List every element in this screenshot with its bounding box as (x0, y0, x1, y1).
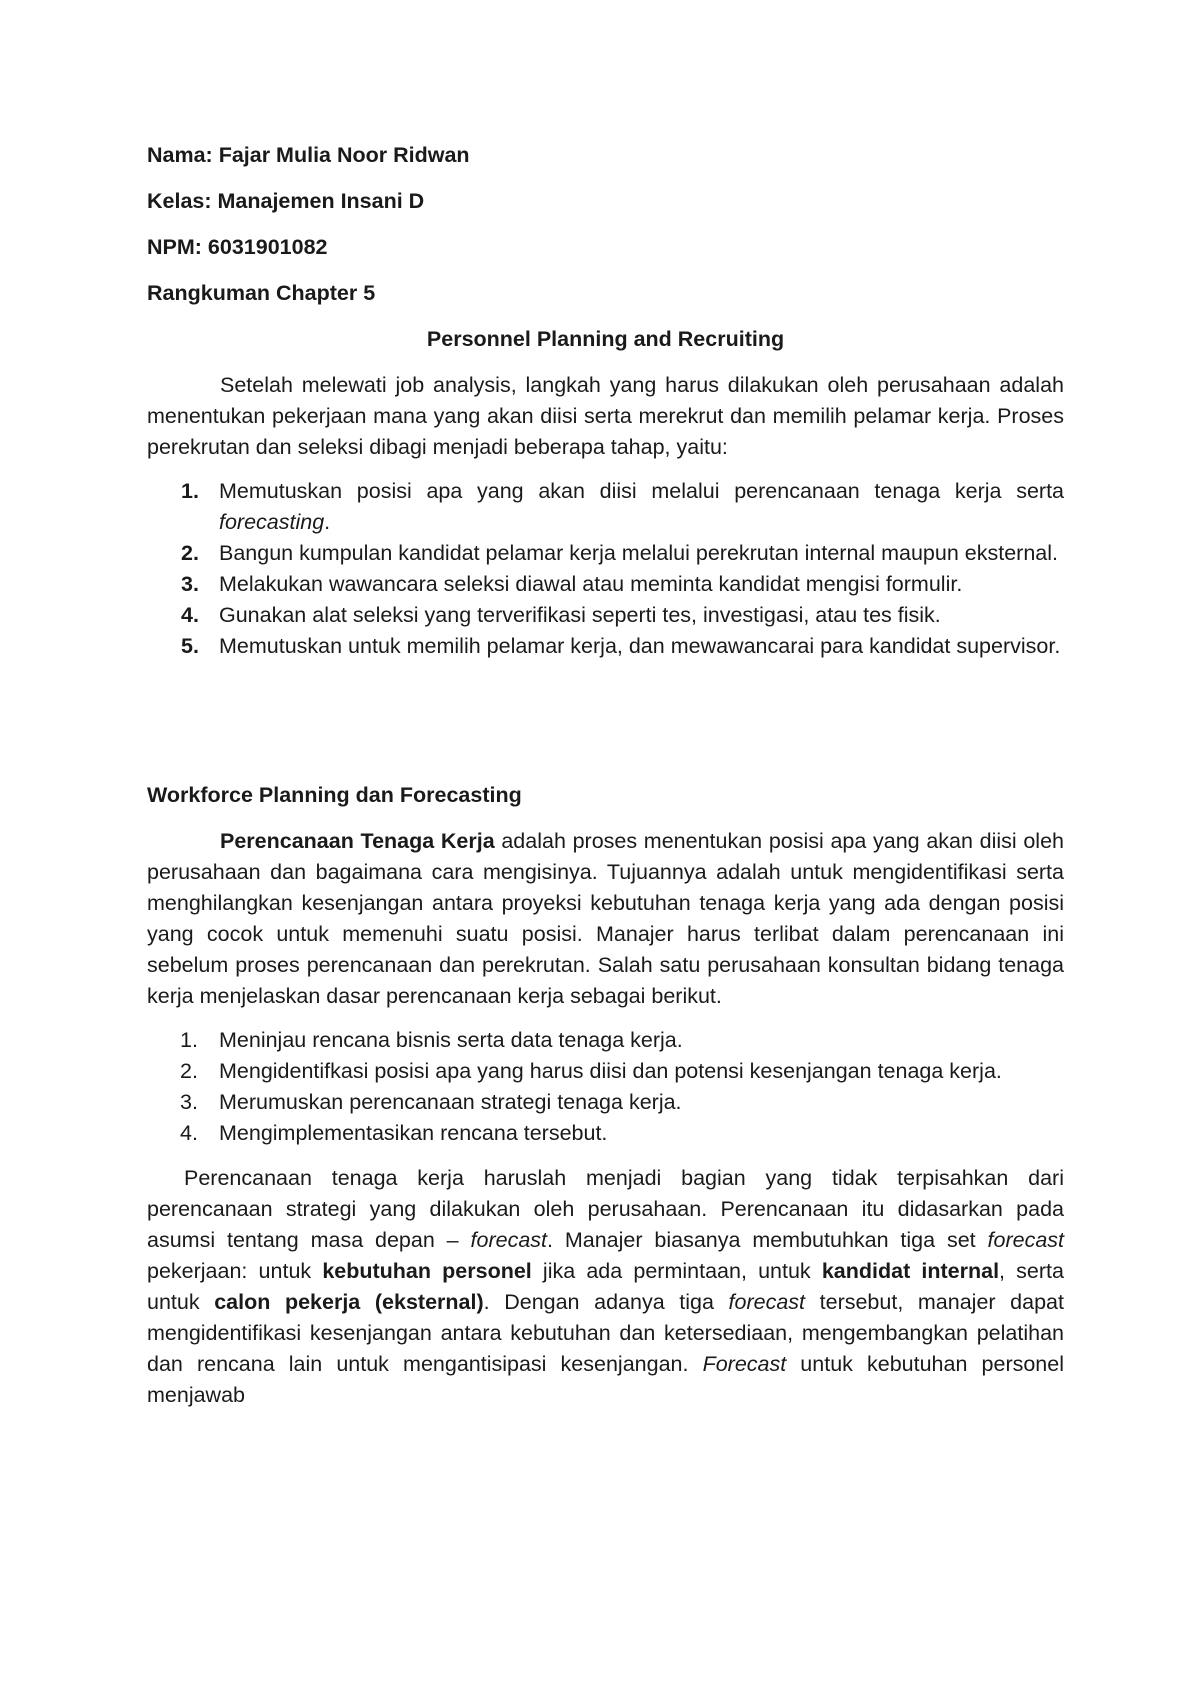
list-text: Mengimplementasikan rencana tersebut. (219, 1121, 608, 1145)
list-text: Memutuskan untuk memilih pelamar kerja, dan mewawancarai para kandidat supervisor. (219, 634, 1061, 658)
summary-label: Rangkuman Chapter 5 (147, 281, 376, 305)
list-item (147, 1025, 1064, 1056)
workforce-paragraph: Perencanaan Tenaga Kerja adalah proses menentukan posisi apa yang akan diisi oleh perusahaan dan bagaimana cara mengisinya. Tujuannya adalah untuk mengidentifikasi serta menghilangkan kesenjangan antara proyeksi kebutuhan tenaga kerja yang ada dengan posisi yang cocok untuk memenuhi suatu posisi. Manajer harus terlibat dalam perencanaan ini sebelum proses perencanaan dan perekrutan. Salah satu perusahaan konsultan bidang tenaga kerja menjelaskan dasar perencanaan kerja sebagai berikut. (147, 829, 1064, 1008)
section-heading: Workforce Planning dan Forecasting (147, 783, 522, 807)
student-npm: NPM: 6031901082 (147, 235, 328, 259)
recruitment-steps-list (147, 476, 1064, 662)
page-title: Personnel Planning and Recruiting (426, 327, 785, 351)
list-number: 4. (180, 1121, 198, 1145)
student-class: Kelas: Manajemen Insani D (147, 189, 425, 213)
list-text: Bangun kumpulan kandidat pelamar kerja melalui perekrutan internal maupun eksternal. (219, 541, 1058, 565)
list-item (147, 1118, 1064, 1149)
list-item (147, 538, 1064, 569)
list-text: Merumuskan perencanaan strategi tenaga kerja. (219, 1090, 682, 1114)
planning-steps-list (147, 1025, 1064, 1149)
list-item (147, 600, 1064, 631)
list-item (147, 476, 1064, 538)
list-number: 2. (181, 541, 199, 565)
intro-paragraph: Setelah melewati job analysis, langkah yang harus dilakukan oleh perusahaan adalah menentukan pekerjaan mana yang akan diisi serta merekrut dan memilih pelamar kerja. Proses perekrutan dan seleksi dibagi menjadi beberapa tahap, yaitu: (147, 373, 1064, 459)
list-item (147, 569, 1064, 600)
list-text: Meninjau rencana bisnis serta data tenaga kerja. (219, 1028, 683, 1052)
list-number: 3. (180, 1090, 198, 1114)
list-number: 2. (180, 1059, 198, 1083)
list-text: Melakukan wawancara seleksi diawal atau meminta kandidat mengisi formulir. (219, 572, 963, 596)
list-number: 3. (181, 572, 199, 596)
list-item (147, 1056, 1064, 1087)
document-page (147, 140, 1064, 1455)
list-number: 1. (180, 1028, 198, 1052)
forecast-paragraph: Perencanaan tenaga kerja haruslah menjadi bagian yang tidak terpisahkan dari perencanaan strategi yang dilakukan oleh perusahaan. Perencanaan itu didasarkan pada asumsi tentang masa depan – forecast. Manajer biasanya membutuhkan tiga set forecast pekerjaan: untuk kebutuhan personel jika ada permintaan, untuk kandidat internal, serta untuk calon pekerja (eksternal). Dengan adanya tiga forecast tersebut, manajer dapat mengidentifikasi kesenjangan antara kebutuhan dan ketersediaan, mengembangkan pelatihan dan rencana lain untuk mengantisipasi kesenjangan. Forecast untuk kebutuhan personel menjawab (147, 1166, 1065, 1407)
list-text: Gunakan alat seleksi yang terverifikasi seperti tes, investigasi, atau tes fisik. (219, 603, 941, 627)
list-text: Mengidentifkasi posisi apa yang harus diisi dan potensi kesenjangan tenaga kerja. (219, 1059, 1002, 1083)
student-name: Nama: Fajar Mulia Noor Ridwan (147, 143, 470, 167)
list-number: 5. (181, 634, 199, 658)
list-number: 1. (181, 479, 199, 503)
list-number: 4. (181, 603, 199, 627)
list-item (147, 631, 1064, 662)
list-text: Memutuskan posisi apa yang akan diisi melalui perencanaan tenaga kerja serta forecasting. (219, 479, 1064, 534)
list-item (147, 1087, 1064, 1118)
